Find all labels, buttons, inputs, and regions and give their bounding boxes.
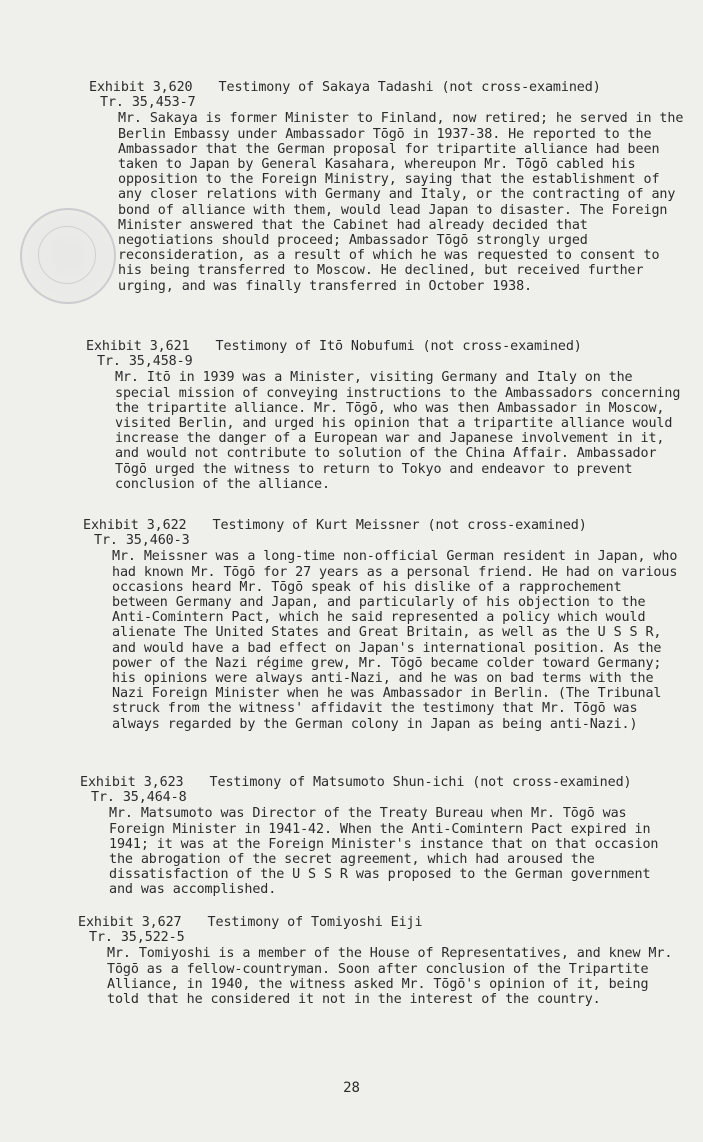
transcript-ref: Tr. 35,464-8 (91, 790, 187, 806)
exhibit-entry (80, 775, 679, 898)
exhibit-title: Testimony of Itō Nobufumi (not cross-examined) (215, 339, 582, 354)
exhibit-heading (80, 775, 679, 790)
exhibit-number: Exhibit 3,621 (86, 339, 190, 354)
exhibit-entry (89, 80, 688, 294)
page-number: 28 (343, 1080, 360, 1096)
transcript-ref: Tr. 35,460-3 (94, 533, 190, 549)
exhibit-heading (86, 339, 685, 354)
exhibit-heading (78, 915, 677, 930)
exhibit-entry (78, 915, 677, 1007)
exhibit-title: Testimony of Matsumoto Shun-ichi (not cross-examined) (209, 775, 632, 790)
exhibit-body: Mr. Matsumoto was Director of the Treaty Bureau when Mr. Tōgō was Foreign Minister in 1941-42. When the Anti-Comintern Pact expired in 1941; it was at the Foreign Minister's instance that on that occasion the abrogation of the secret agreement, which had aroused the dissatisfaction of the U S S R was proposed to the German government and was accomplished. (109, 806, 659, 898)
exhibit-number: Exhibit 3,620 (89, 80, 193, 95)
exhibit-entry (86, 339, 685, 492)
exhibit-body: Mr. Tomiyoshi is a member of the House of Representatives, and knew Mr. Tōgō as a fellow-countryman. Soon after conclusion of the Tripartite Alliance, in 1940, the witness asked Mr. Tōgō's opinion of it, being told that he considered it not in the interest of the country. (107, 946, 673, 1008)
transcript-ref: Tr. 35,453-7 (100, 95, 196, 111)
exhibit-heading (83, 518, 682, 533)
exhibit-number: Exhibit 3,627 (78, 915, 182, 930)
exhibit-body: Mr. Meissner was a long-time non-official German resident in Japan, who had known Mr. Tōgō for 27 years as a personal friend. He had on various occasions heard Mr. Tōgō speak of his dislike of a rapprochement between Germany and Japan, and particularly of his objection to the Anti-Comintern Pact, which he said represented a policy which would alienate The United States and Great Britain, as well as the U S S R, and would have a bad effect on Japan's international position. As the power of the Nazi régime grew, Mr. Tōgō became colder toward Germany; his opinions were always anti-Nazi, and he was on bad terms with the Nazi Foreign Minister when he was Ambassador in Berlin. (The Tribunal struck from the witness' affidavit the testimony that Mr. Tōgō was always regarded by the German colony in Japan as being anti-Nazi.) (112, 549, 678, 732)
transcript-ref: Tr. 35,522-5 (89, 930, 185, 946)
exhibit-number: Exhibit 3,622 (83, 518, 187, 533)
exhibit-body: Mr. Sakaya is former Minister to Finland, now retired; he served in the Berlin Embassy under Ambassador Tōgō in 1937-38. He reported to the Ambassador that the German proposal for tripartite alliance had been taken to Japan by General Kasahara, whereupon Mr. Tōgō cabled his opposition to the Foreign Ministry, saying that the establishment of any closer relations with Germany and Italy, or the contracting of any bond of alliance with them, would lead Japan to disaster. The Foreign Minister answered that the Cabinet had already decided that negotiations should proceed; Ambassador Tōgō strongly urged reconsideration, as a result of which he was requested to consent to his being transferred to Moscow. He declined, but received further urging, and was finally transferred in October 1938. (118, 111, 684, 294)
exhibit-heading (89, 80, 688, 95)
exhibit-title: Testimony of Tomiyoshi Eiji (207, 915, 423, 930)
exhibit-title: Testimony of Kurt Meissner (not cross-examined) (212, 518, 587, 533)
transcript-ref: Tr. 35,458-9 (97, 354, 193, 370)
exhibit-title: Testimony of Sakaya Tadashi (not cross-examined) (218, 80, 601, 95)
exhibit-number: Exhibit 3,623 (80, 775, 184, 790)
exhibit-entry (83, 518, 682, 732)
exhibit-body: Mr. Itō in 1939 was a Minister, visiting Germany and Italy on the special mission of conveying instructions to the Ambassadors concerning the tripartite alliance. Mr. Tōgō, who was then Ambassador in Moscow, visited Berlin, and urged his opinion that a tripartite alliance would increase the danger of a European war and Japanese involvement in it, and would not contribute to solution of the China Affair. Ambassador Tōgō urged the witness to return to Tokyo and endeavor to prevent conclusion of the alliance. (115, 370, 681, 492)
